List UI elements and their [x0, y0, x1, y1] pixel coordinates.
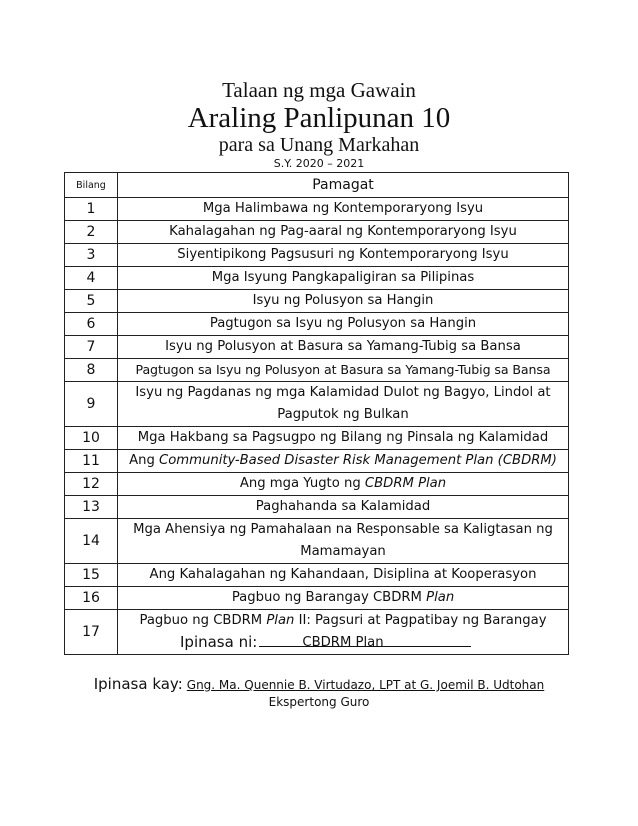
row-number: 5	[65, 290, 118, 313]
activities-table	[64, 172, 569, 655]
row-number: 11	[65, 450, 118, 473]
row-number: 9	[65, 382, 118, 427]
table-row	[65, 244, 569, 267]
row-number: 10	[65, 427, 118, 450]
row-title: Mga Hakbang sa Pagsugpo ng Bilang ng Pinsala ng Kalamidad	[118, 427, 569, 450]
row-number: 4	[65, 267, 118, 290]
document-header	[0, 78, 638, 172]
teacher-role: Ekspertong Guro	[268, 695, 370, 709]
table-row	[65, 267, 569, 290]
row-title-text: Pagbuo ng Barangay CBDRM	[231, 590, 427, 605]
submitted-by-line	[180, 632, 471, 651]
row-title: Paghahanda sa Kalamidad	[118, 496, 569, 519]
row-number: 17	[65, 610, 118, 655]
row-title-text: Ang	[129, 453, 160, 468]
row-title: Ang Kahalagahan ng Kahandaan, Disiplina at Kooperasyon	[118, 564, 569, 587]
table-header-row	[65, 173, 569, 198]
row-title: Isyu ng Polusyon sa Hangin	[118, 290, 569, 313]
row-title-italic: Plan	[266, 613, 295, 628]
row-title: Siyentipikong Pagsusuri ng Kontemporaryong Isyu	[118, 244, 569, 267]
row-title-italic: Plan	[426, 590, 455, 605]
row-number: 3	[65, 244, 118, 267]
list-title: Talaan ng mga Gawain	[222, 78, 416, 102]
row-number: 13	[65, 496, 118, 519]
table-row	[65, 382, 569, 427]
row-title: Mga Halimbawa ng Kontemporaryong Isyu	[118, 198, 569, 221]
submitted-to-line	[0, 675, 638, 693]
submitted-to-label: Ipinasa kay:	[93, 675, 183, 693]
row-title-text: Pagbuo ng CBDRM	[139, 613, 267, 628]
row-number: 16	[65, 587, 118, 610]
table-row	[65, 427, 569, 450]
table-row	[65, 198, 569, 221]
row-title	[118, 473, 569, 496]
table-row	[65, 450, 569, 473]
row-title	[118, 450, 569, 473]
table-row	[65, 496, 569, 519]
row-number: 7	[65, 336, 118, 359]
school-year: S.Y. 2020 – 2021	[273, 157, 365, 170]
row-number: 15	[65, 564, 118, 587]
row-title	[118, 587, 569, 610]
row-number: 14	[65, 519, 118, 564]
table-row	[65, 587, 569, 610]
name-blank-line	[259, 632, 471, 647]
row-title-text: II: Pagsuri at Pagpatibay ng Barangay CBDRM Plan	[294, 613, 547, 650]
table-row	[65, 473, 569, 496]
row-number: 6	[65, 313, 118, 336]
row-number: 8	[65, 359, 118, 382]
row-title: Pagtugon sa Isyu ng Polusyon sa Hangin	[118, 313, 569, 336]
row-title-italic: Community-Based Disaster Risk Management Plan (CBDRM)	[159, 453, 557, 468]
table-row	[65, 564, 569, 587]
table-row	[65, 290, 569, 313]
row-title: Isyu ng Polusyon at Basura sa Yamang-Tubig sa Bansa	[118, 336, 569, 359]
row-title: Pagtugon sa Isyu ng Polusyon at Basura sa Yamang-Tubig sa Bansa	[118, 359, 569, 382]
column-header-number: Bilang	[65, 173, 118, 198]
row-number: 1	[65, 198, 118, 221]
row-number: 2	[65, 221, 118, 244]
row-title: Isyu ng Pagdanas ng mga Kalamidad Dulot ng Bagyo, Lindol at Pagputok ng Bulkan	[118, 382, 569, 427]
row-title-italic: CBDRM Plan	[364, 476, 447, 491]
table-row	[65, 359, 569, 382]
submitted-by-label: Ipinasa ni:	[180, 633, 258, 651]
row-title: Mga Ahensiya ng Pamahalaan na Responsable sa Kaligtasan ng Mamamayan	[118, 519, 569, 564]
table-row	[65, 313, 569, 336]
row-title-text: Ang mga Yugto ng	[239, 476, 365, 491]
row-number: 12	[65, 473, 118, 496]
table-row	[65, 519, 569, 564]
table-row	[65, 221, 569, 244]
subject-title: Araling Panlipunan 10	[187, 102, 451, 134]
row-title: Mga Isyung Pangkapaligiran sa Pilipinas	[118, 267, 569, 290]
row-title: Kahalagahan ng Pag-aaral ng Kontemporaryong Isyu	[118, 221, 569, 244]
column-header-title: Pamagat	[118, 173, 569, 198]
quarter-label: para sa Unang Markahan	[218, 134, 420, 156]
teacher-names: Gng. Ma. Quennie B. Virtudazo, LPT at G. Joemil B. Udtohan	[186, 678, 545, 692]
table-row	[65, 336, 569, 359]
